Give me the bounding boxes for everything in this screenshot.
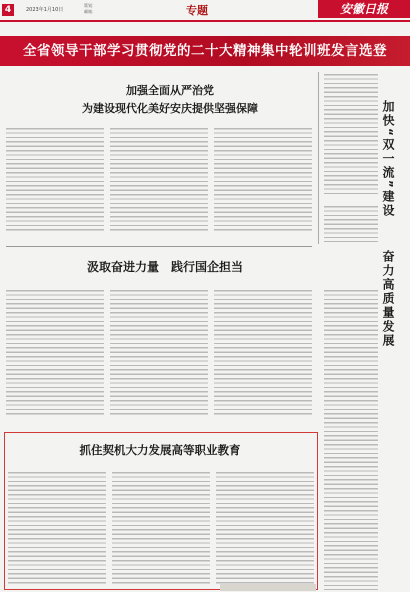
issue-date: 2023年1月10日 xyxy=(26,7,64,13)
section-name: 专题 xyxy=(186,4,208,17)
article2-title: 加快“双一流”建设 xyxy=(381,100,395,218)
article3-body-col3 xyxy=(214,290,312,416)
article1-title-line2: 为建设现代化美好安庆提供坚强保障 xyxy=(82,102,258,115)
article1-body-col2 xyxy=(110,128,208,232)
article1-body-col3 xyxy=(214,128,312,232)
footer-note-box xyxy=(220,584,316,591)
article3-body-col1 xyxy=(6,290,104,416)
article2-body-top xyxy=(324,74,378,194)
banner-title: 全省领导干部学习贯彻党的二十大精神集中轮训班发言选登 xyxy=(23,43,387,59)
editor-info xyxy=(84,3,96,15)
article4-body-col2 xyxy=(112,472,210,586)
article1-title-line1: 加强全面从严治党 xyxy=(126,84,214,97)
article4-body-col1 xyxy=(8,472,106,586)
editor-line: 策划： xyxy=(84,3,96,8)
article2-body-bottom xyxy=(324,290,378,590)
headline-banner xyxy=(0,36,410,66)
article3-body-col2 xyxy=(110,290,208,416)
editor-line: 邮箱： xyxy=(84,9,96,14)
header-rule xyxy=(0,20,410,22)
article4-title: 抓住契机大力发展高等职业教育 xyxy=(79,443,241,457)
article2-body-mid xyxy=(324,206,378,242)
column-divider xyxy=(318,72,319,244)
masthead-logo: 安徽日报 xyxy=(318,0,410,18)
page-header xyxy=(0,0,410,20)
article2-title-line2: 奋力高质量发展 xyxy=(381,250,395,348)
article4-body-col3 xyxy=(216,472,314,586)
section-rule xyxy=(6,246,312,247)
article3-title: 汲取奋进力量 践行国企担当 xyxy=(86,260,243,274)
article1-body-col1 xyxy=(6,128,104,232)
page-number: 4 xyxy=(2,4,14,16)
